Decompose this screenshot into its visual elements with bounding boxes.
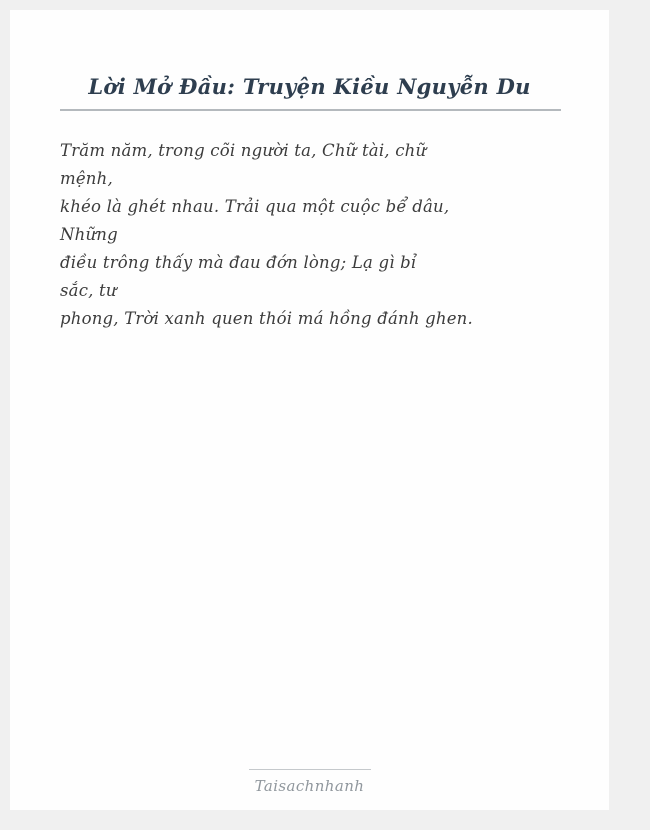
poem-line: khéo là ghét nhau. Trải qua một cuộc bể dâu, [60, 197, 450, 216]
page-title: Lời Mở Đầu: Truyện Kiều Nguyễn Du [88, 74, 531, 99]
title-divider [60, 109, 561, 111]
poem-line: Những [60, 225, 118, 244]
footer-brand: Taisachnhanh [254, 777, 365, 795]
document-page [10, 10, 609, 810]
poem-line: mệnh, [60, 169, 113, 188]
poem-line: sắc, tư [60, 281, 117, 300]
footer-divider [249, 769, 371, 770]
poem-body [60, 137, 559, 333]
poem-line: phong, Trời xanh quen thói má hồng đánh ghen. [60, 309, 473, 328]
poem-line: Trăm năm, trong cõi người ta, Chữ tài, chữ [60, 141, 427, 160]
poem-line: điều trông thấy mà đau đớn lòng; Lạ gì bỉ [60, 253, 417, 272]
page-footer [10, 769, 609, 796]
